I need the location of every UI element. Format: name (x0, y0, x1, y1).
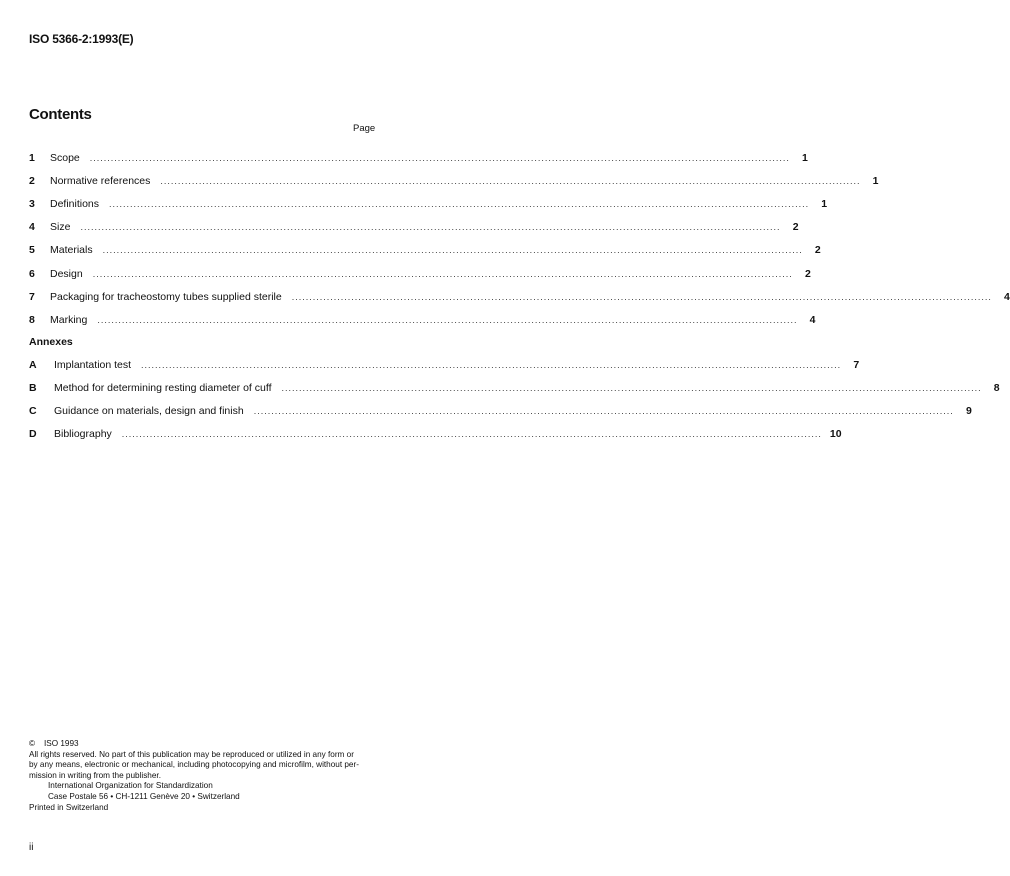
dot-leader: ........................................................................................................................................................................................................ (102, 245, 803, 256)
toc-entry[interactable] (29, 169, 879, 192)
toc-entry[interactable] (29, 308, 816, 331)
toc-entry-page: 4 (1003, 290, 1010, 303)
annex-entry-page: 9 (965, 404, 972, 417)
toc-entry-label: Packaging for tracheostomy tubes supplied sterile (50, 290, 282, 303)
document-id: ISO 5366-2:1993(E) (29, 32, 134, 46)
organization-address: Case Postale 56 • CH-1211 Genève 20 • Switzerland (48, 791, 240, 801)
toc-entry-number: 6 (29, 267, 35, 280)
annex-entry[interactable] (29, 399, 972, 422)
toc-entry-number: 5 (29, 244, 35, 257)
toc-entry-number: 1 (29, 151, 35, 164)
annex-entry-letter: C (29, 404, 37, 417)
annex-entry-page: 8 (993, 381, 1000, 394)
contents-title: Contents (29, 106, 92, 123)
annexes-list (29, 353, 1000, 446)
toc-entry-page: 1 (872, 174, 879, 187)
printed-in: Printed in Switzerland (29, 802, 109, 812)
copyright-line (29, 739, 379, 750)
dot-leader: ........................................................................................................................................................................................................ (253, 405, 954, 416)
dot-leader: ........................................................................................................................................................................................................ (160, 175, 861, 186)
toc-entry[interactable] (29, 216, 799, 239)
page-number: ii (29, 842, 34, 853)
toc-entry-number: 4 (29, 221, 35, 234)
toc-entry-number: 3 (29, 197, 35, 210)
toc-entry[interactable] (29, 192, 828, 215)
dot-leader: ........................................................................................................................................................................................................ (92, 268, 793, 279)
toc-entry[interactable] (29, 262, 811, 285)
annex-entry-label: Bibliography (54, 428, 112, 441)
annex-entry-label: Guidance on materials, design and finish (54, 404, 244, 417)
toc-entry-page: 2 (792, 221, 799, 234)
toc-entry-number: 2 (29, 174, 35, 187)
copyright-text: ISO 1993 (44, 739, 79, 748)
toc-entry-number: 7 (29, 290, 35, 303)
annex-entry[interactable] (29, 376, 1000, 399)
dot-leader: ........................................................................................................................................................................................................ (97, 314, 798, 325)
toc-entry-page: 2 (814, 244, 821, 257)
annex-entry[interactable] (29, 423, 842, 446)
toc-entry-number: 8 (29, 313, 35, 326)
annex-entry-letter: A (29, 358, 37, 371)
organization-name: International Organization for Standardization (48, 781, 213, 791)
dot-leader: ........................................................................................................................................................................................................ (281, 382, 982, 393)
rights-line: All rights reserved. No part of this publication may be reproduced or utilized in any form or (29, 749, 354, 759)
toc-entry-label: Design (50, 267, 83, 280)
toc-entry[interactable] (29, 285, 1010, 308)
dot-leader: ........................................................................................................................................................................................................ (109, 198, 810, 209)
toc-entry-label: Materials (50, 244, 93, 257)
dot-leader: ........................................................................................................................................................................................................ (80, 222, 781, 233)
toc-entry[interactable] (29, 239, 821, 262)
toc-entry-label: Size (50, 221, 71, 234)
annexes-heading: Annexes (29, 336, 73, 348)
page-column-label: Page (353, 123, 376, 134)
toc-entry-page: 4 (809, 313, 816, 326)
toc-entry[interactable] (29, 146, 808, 169)
toc-entry-page: 2 (804, 267, 811, 280)
annex-entry-letter: D (29, 428, 37, 441)
annex-entry-label: Method for determining resting diameter of cuff (54, 381, 272, 394)
rights-line: by any means, electronic or mechanical, including photocopying and microfilm, without per- (29, 760, 359, 770)
toc-entry-label: Marking (50, 313, 88, 326)
rights-line: mission in writing from the publisher. (29, 770, 161, 780)
contents-list (29, 146, 1010, 332)
annex-entry-page: 10 (829, 428, 842, 441)
annex-entry-page: 7 (853, 358, 860, 371)
annex-entry-label: Implantation test (54, 358, 132, 371)
toc-entry-label: Normative references (50, 174, 151, 187)
toc-entry-page: 1 (821, 197, 828, 210)
dot-leader: ........................................................................................................................................................................................................ (291, 291, 992, 302)
toc-entry-label: Scope (50, 151, 80, 164)
toc-entry-label: Definitions (50, 197, 100, 210)
dot-leader: ........................................................................................................................................................................................................ (89, 152, 790, 163)
annex-entry-letter: B (29, 381, 37, 394)
toc-entry-page: 1 (802, 151, 808, 164)
copyright-icon: © (29, 739, 36, 748)
annex-entry[interactable] (29, 353, 860, 376)
copyright-notice (29, 739, 379, 813)
dot-leader: ........................................................................................................................................................................................................ (141, 359, 842, 370)
dot-leader: ........................................................................................................................................................................................................ (121, 429, 822, 440)
